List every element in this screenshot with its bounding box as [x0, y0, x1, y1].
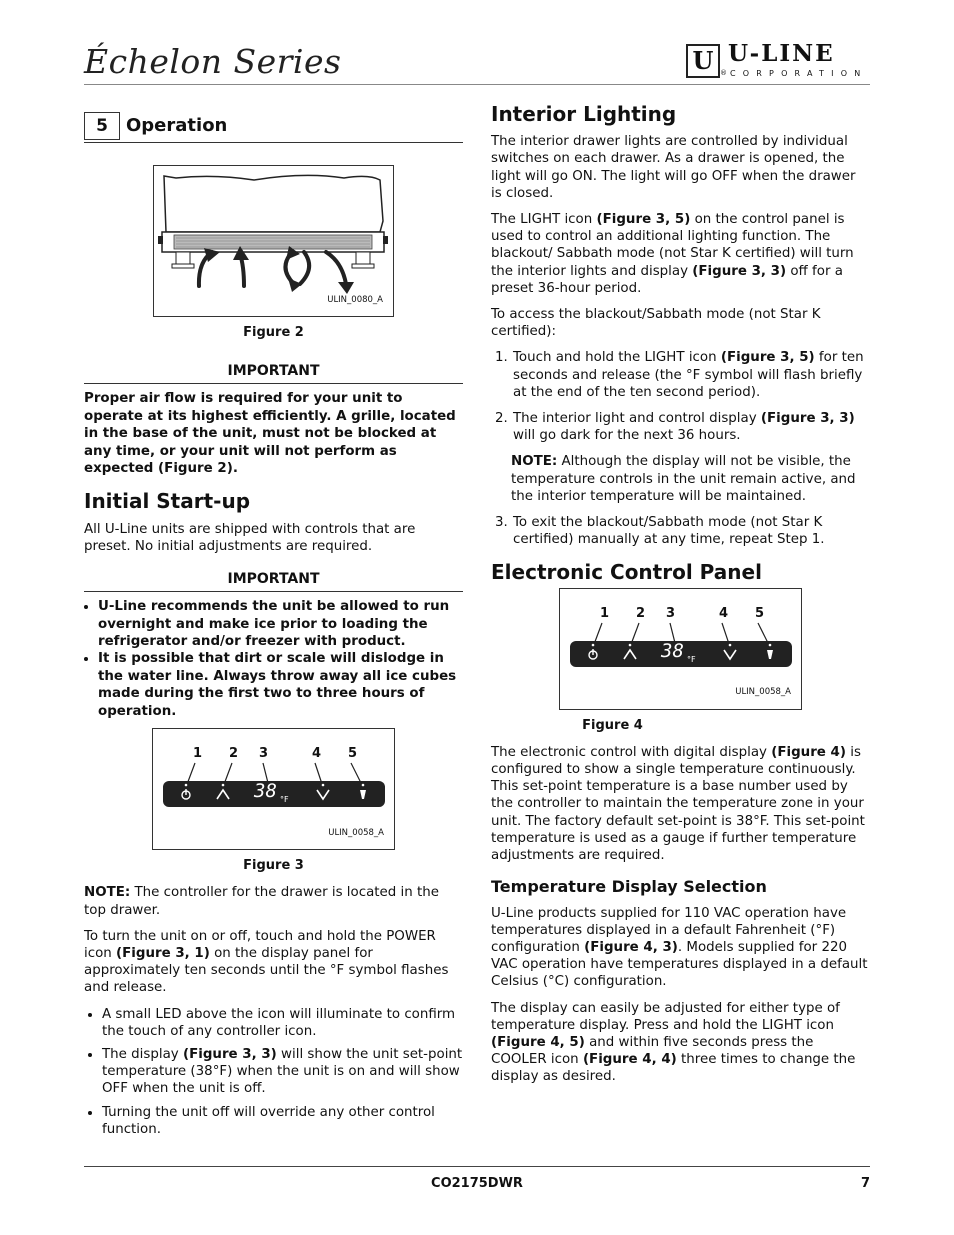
lighting-para-2	[491, 211, 870, 297]
list-item	[102, 1046, 463, 1098]
temperature-display: 38	[661, 639, 684, 662]
power-text: To turn the unit on or off, touch and hold the POWER icon	[84, 928, 436, 961]
header-rule	[84, 84, 870, 85]
section-header	[84, 110, 463, 143]
important-heading: IMPORTANT	[84, 363, 463, 384]
tds-para-1	[491, 905, 870, 991]
callout-3: 3	[666, 605, 676, 621]
list-text: The display	[102, 1046, 183, 1062]
step-item	[512, 410, 870, 505]
figure-code: ULIN_0058_A	[735, 687, 791, 698]
figure-ref: (Figure 4, 5)	[491, 1034, 585, 1050]
right-column	[491, 102, 870, 1095]
callout-4: 4	[719, 605, 729, 621]
callout-1: 1	[600, 605, 610, 621]
para-text: on the control panel is used to control an additional lighting function. The blackout/ Sabbath mode (not Star K certified) will turn the interior lights and display	[491, 212, 854, 279]
temperature-unit: °F	[687, 654, 696, 664]
footer-rule	[84, 1166, 870, 1167]
figure-ref: (Figure 3, 5)	[720, 350, 815, 366]
section-title: Operation	[126, 115, 228, 137]
tds-para-2	[491, 1000, 870, 1086]
logo-mark: U	[686, 44, 720, 78]
figure-4-caption: Figure 4	[582, 717, 643, 733]
figure-ref: (Figure 3, 3)	[760, 411, 855, 427]
figure-3-image	[152, 728, 395, 850]
note-label: NOTE:	[84, 885, 131, 901]
initial-startup-heading: Initial Start-up	[84, 489, 251, 514]
sabbath-note	[511, 453, 870, 505]
note-label: NOTE:	[511, 454, 558, 470]
para-text: is configured to show a single temperature continuously. This set-point temperature is a base number used by the controller to maintain the temperature zone in your unit. The factory default set-point is 38°F. This set-point temperature is used as a gauge if further temperature adjustments are required.	[491, 744, 865, 864]
power-bullets	[84, 1006, 463, 1138]
logo-name: U-LINE	[728, 40, 835, 67]
lighting-para-1: The interior drawer lights are controlled by individual switches on each drawer. As a drawer is opened, the light will go ON. The light will go OFF when the drawer is closed.	[491, 134, 856, 201]
para-text: U-Line products supplied for 110 VAC operation have temperatures displayed in a default Fahrenheit (°F) configuration	[491, 905, 847, 955]
temperature-unit: °F	[280, 795, 289, 805]
figure-2-caption: Figure 2	[243, 325, 304, 340]
figure-ref: (Figure 3, 3)	[692, 263, 787, 279]
para-text: and within five seconds press the COOLER icon	[491, 1034, 814, 1068]
figure-code: ULIN_0080_A	[327, 294, 383, 305]
callout-4: 4	[312, 746, 322, 762]
callout-5: 5	[755, 605, 765, 621]
callout-3: 3	[259, 746, 269, 762]
figure-ref: (Figure 3, 1)	[116, 945, 210, 961]
figure-2-image	[153, 165, 394, 317]
figure-3-caption: Figure 3	[243, 858, 304, 874]
callout-5: 5	[348, 746, 358, 762]
figure-ref: (Figure 4, 3)	[584, 939, 678, 955]
temperature-display: 38	[254, 780, 277, 803]
list-item: • A small LED above the icon will illuminate to confirm the touch of any controller icon.	[102, 1006, 463, 1040]
figure-ref: (Figure 3, 5)	[596, 212, 691, 228]
power-text: on the display panel for approximately ten seconds until the °F symbol flashes and release.	[84, 945, 449, 996]
note-text: The controller for the drawer is located in the top drawer.	[84, 885, 439, 918]
para-text: . Models supplied for 220 VAC operation have temperatures displayed in a default Celsius (°C) configuration.	[491, 939, 868, 990]
temperature-display-heading: Temperature Display Selection	[491, 877, 767, 897]
list-text: will show the unit set-point temperature (38°F) when the unit is on and will show OFF when the unit is off.	[102, 1046, 463, 1097]
list-item: • Turning the unit off will override any other control function.	[102, 1104, 463, 1138]
initial-startup-text: All U-Line units are shipped with controls that are preset. No initial adjustments are required.	[84, 521, 416, 554]
important-bullet: • U-Line recommends the unit be allowed to run overnight and make ice prior to loading the refrigerator and/or freezer with product.	[98, 598, 463, 650]
important-heading-2: IMPORTANT	[84, 571, 463, 592]
page-number: 7	[860, 1176, 870, 1191]
callout-2: 2	[229, 746, 239, 762]
step-text: for ten seconds and release (the °F symbol will flash briefly at the end of the ten second period).	[513, 350, 864, 400]
para-text: off for a preset 36-hour period.	[491, 263, 843, 296]
interior-lighting-heading: Interior Lighting	[491, 102, 677, 126]
important-bullets	[84, 598, 463, 720]
para-text: The electronic control with digital display	[491, 744, 772, 760]
figure-ref: (Figure 4)	[771, 744, 846, 760]
callout-1: 1	[193, 746, 203, 762]
callout-2: 2	[636, 605, 646, 621]
left-column	[84, 110, 463, 1147]
logo-corporation: CORPORATION	[730, 69, 868, 78]
logo-registered: ®	[720, 69, 727, 77]
step-text: The interior light and control display	[513, 411, 761, 427]
footer-model-number: CO2175DWR	[431, 1176, 523, 1191]
figure-4-image	[559, 588, 802, 710]
section-number: 5	[84, 112, 120, 140]
important-bullet: • It is possible that dirt or scale will dislodge in the water line. Always throw away all ice cubes made during the first two to three hours of operation.	[98, 650, 463, 720]
step-text: will go dark for the next 36 hours.	[513, 428, 741, 444]
figure-ref: (Figure 3, 3)	[182, 1046, 277, 1062]
series-title: Échelon Series	[84, 42, 342, 81]
para-text: three times to change the display as desired.	[491, 1052, 856, 1085]
step-item: 3. To exit the blackout/Sabbath mode (not Star K certified) manually at any time, repeat Step 1.	[512, 514, 870, 548]
important-text: Proper air flow is required for your unit to operate at its highest efficiently. A grille, located in the base of the unit, must not be blocked at any time, or your unit will not perform as expected (Figure 2).	[84, 391, 456, 477]
step-text: Touch and hold the LIGHT icon	[513, 350, 721, 366]
figure-code: ULIN_0058_A	[328, 827, 384, 838]
para-text: The display can easily be adjusted for either type of temperature display. Press and hold the LIGHT icon	[491, 1000, 840, 1033]
electronic-control-heading: Electronic Control Panel	[491, 560, 762, 585]
para-text: The LIGHT icon	[491, 212, 597, 228]
sabbath-steps	[491, 349, 870, 548]
figure-ref: (Figure 4, 4)	[582, 1052, 677, 1068]
step-item	[512, 349, 870, 401]
note-text: Although the display will not be visible, the temperature controls in the unit remain active, and the interior temperature will be maintained.	[511, 454, 856, 504]
lighting-para-3: To access the blackout/Sabbath mode (not Star K certified):	[491, 307, 821, 340]
uline-logo	[686, 40, 872, 80]
ecp-para	[491, 744, 870, 864]
